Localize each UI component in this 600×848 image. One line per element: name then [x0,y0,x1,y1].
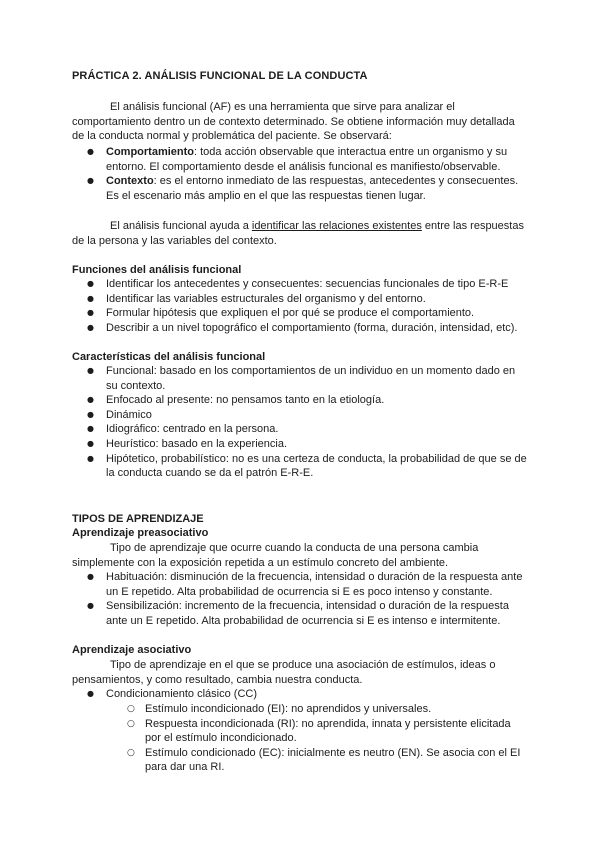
list-item: ● Enfocado al presente: no pensamos tanto en la etiología. [72,393,528,408]
list-item: ● Sensibilización: incremento de la frecuencia, intensidad o duración de la respuesta ante un E repetido. Alta probabilidad de ocurrencia si E es intenso e intermitente. [72,599,528,628]
subheading-preasociativo: Aprendizaje preasociativo [72,527,209,539]
text-span: entre las respuestas de la persona y las variables del contexto. [72,220,524,247]
term-label: Comportamiento [106,146,194,158]
list-item: ● Habituación: disminución de la frecuencia, intensidad o duración de la respuesta ante un E repetido. Alta probabilidad de ocurrencia si E es poco intenso y constante. [72,570,528,599]
term-description: : toda acción observable que interactua entre un organismo y su entorno. El comportamiento desde el análisis funcional es manifiesto/observable. [106,146,508,173]
preasociativo-paragraph: Tipo de aprendizaje que ocurre cuando la conducta de una persona cambia simplemente con la exposición repetida a un estímulo concreto del ambiente. [72,542,479,569]
subheading-asociativo: Aprendizaje asociativo [72,644,192,656]
list-item: ● Idiográfico: centrado en la persona. [72,422,528,437]
list-item [72,174,528,203]
asociativo-list [72,687,528,702]
term-label: Contexto [106,175,154,188]
cc-sublist [72,702,528,775]
list-item: ● Heurístico: basado en la experiencia. [72,437,528,452]
list-item: ● Identificar los antecedentes y consecuentes: secuencias funcionales de tipo E-R-E [72,277,528,292]
term-description: : es el entorno inmediato de las respuestas, antecedentes y consecuentes. Es el escenario más amplio en el que las respuestas tienen lugar. [106,175,519,202]
observe-list [72,145,528,203]
list-item [72,145,528,174]
section-heading-caracteristicas: Características del análisis funcional [72,351,266,363]
sub-list-item: ○ Respuesta incondicionada (RI): no aprendida, innata y persistente elicitada por el estímulo incondicionado. [72,717,528,746]
list-item: ● Funcional: basado en los comportamientos de un individuo en un momento dado en su contexto. [72,364,528,393]
af-help-paragraph [72,219,528,248]
intro-paragraph: El análisis funcional (AF) es una herramienta que sirve para analizar el comportamiento dentro un de contexto determinado. Se obtiene información muy detallada de la conducta normal y problemática del paciente. Se observará: [72,101,515,143]
sub-list-item: ○ Estímulo condicionado (EC): inicialmente es neutro (EN). Se asocia con el EI para dar una RI. [72,746,528,775]
section-heading-tipos: TIPOS DE APRENDIZAJE [72,513,204,525]
underlined-phrase: identificar las relaciones existentes [251,220,422,232]
list-item: ● Dinámico [72,408,528,423]
list-item: ● Describir a un nivel topográfico el comportamiento (forma, duración, intensidad, etc). [72,321,528,336]
preasociativo-list [72,570,528,628]
list-item: ● Identificar las variables estructurales del organismo y del entorno. [72,292,528,307]
list-item: ● Condicionamiento clásico (CC) [72,687,528,702]
caracteristicas-list [72,364,528,481]
sub-list-item: ○ Estímulo incondicionado (EI): no aprendidos y universales. [72,702,528,717]
text-span: El análisis funcional ayuda a [110,220,252,232]
asociativo-paragraph: Tipo de aprendizaje en el que se produce una asociación de estímulos, ideas o pensamientos, y como resultado, cambia nuestra conducta. [72,659,496,686]
funciones-list [72,277,528,335]
list-item: ● Formular hipótesis que expliquen el por qué se produce el comportamiento. [72,306,528,321]
section-heading-funciones: Funciones del análisis funcional [72,264,242,276]
list-item: ● Hipótetico, probabilístico: no es una certeza de conducta, la probabilidad de que se de la conducta cuando se da el patrón E-R-E. [72,452,528,481]
page-title: PRÁCTICA 2. ANÁLISIS FUNCIONAL DE LA CONDUCTA [72,70,368,82]
